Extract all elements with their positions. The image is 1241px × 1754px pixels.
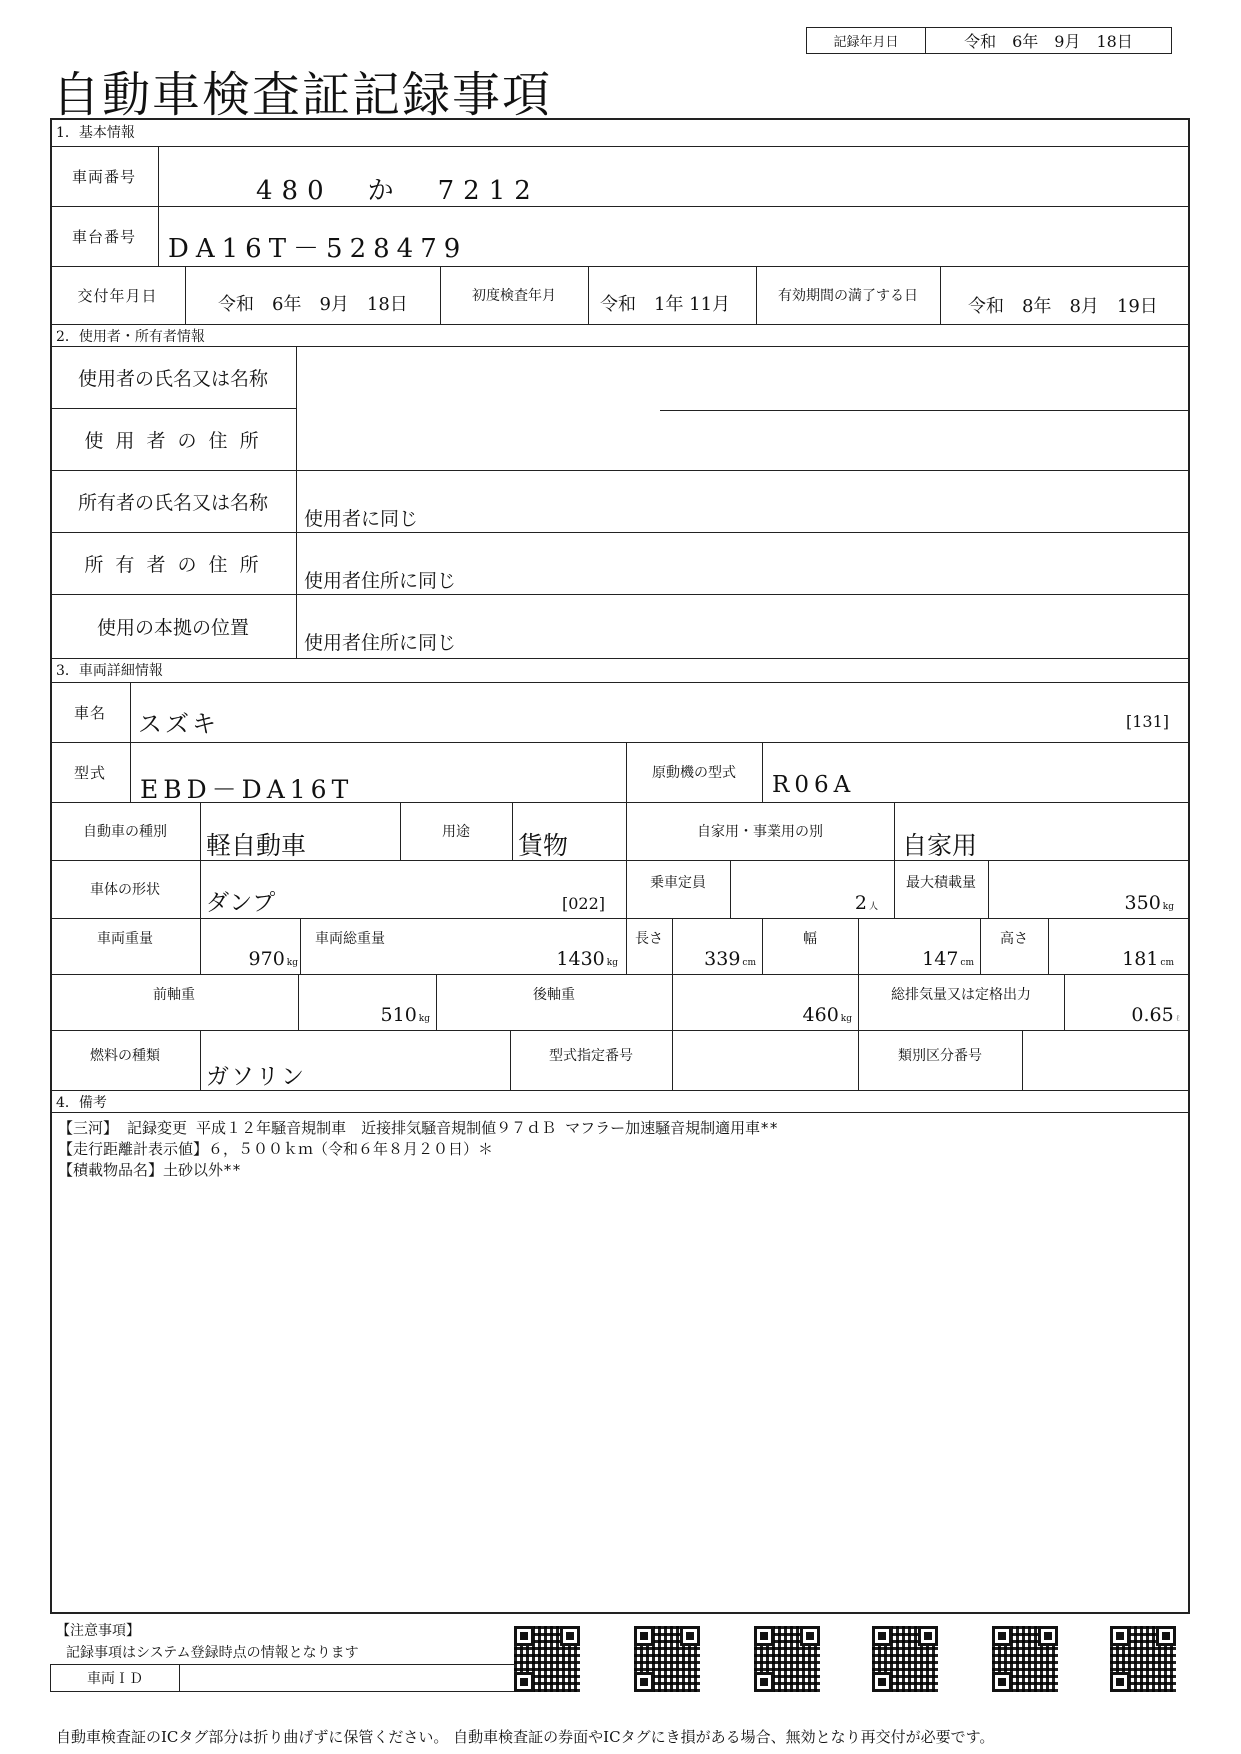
owner-addr: 使用者住所に同じ bbox=[304, 570, 457, 592]
weight-label: 車両重量 bbox=[97, 931, 153, 947]
note-line: 【走行距離計表示値】６，５００ｋｍ（令和６年８月２０日）＊ bbox=[58, 1140, 494, 1158]
weight-unit: kg bbox=[286, 958, 298, 968]
fuel: ガソリン bbox=[206, 1064, 306, 1090]
qr-code-icon bbox=[514, 1626, 580, 1692]
length: 339 bbox=[704, 948, 741, 970]
qr-code-icon bbox=[1110, 1626, 1176, 1692]
main-frame bbox=[50, 118, 1190, 1614]
body: ダンプ bbox=[206, 890, 276, 916]
kind-label: 自動車の種別 bbox=[83, 824, 167, 840]
width-unit: cm bbox=[960, 958, 974, 968]
private-label: 自家用・事業用の別 bbox=[697, 824, 823, 840]
height-unit: cm bbox=[1160, 958, 1174, 968]
vehicle-id-label: 車両ＩＤ bbox=[51, 1665, 180, 1691]
user-name-label: 使用者の氏名又は名称 bbox=[77, 367, 268, 390]
qr-code-icon bbox=[872, 1626, 938, 1692]
first-reg-date: 令和 1年 11月 bbox=[600, 294, 731, 315]
disp-unit: ℓ bbox=[1175, 1014, 1180, 1024]
user-addr-label: 使 用 者 の 住 所 bbox=[84, 429, 262, 452]
first-reg-label: 初度検査年月 bbox=[472, 288, 556, 304]
gross: 1430 bbox=[556, 948, 605, 970]
owner-addr-label: 所 有 者 の 住 所 bbox=[84, 553, 262, 576]
qr-code-icon bbox=[754, 1626, 820, 1692]
caution-title: 【注意事項】 bbox=[56, 1623, 140, 1639]
engine-label: 原動機の型式 bbox=[652, 765, 736, 781]
car-name-label: 車名 bbox=[73, 703, 106, 722]
record-date-box bbox=[806, 27, 1172, 54]
section-user: 2．使用者・所有者情報 bbox=[56, 329, 205, 345]
base-label: 使用の本拠の位置 bbox=[96, 616, 249, 639]
disp-label: 総排気量又は定格出力 bbox=[891, 987, 1031, 1003]
capacity: 2 bbox=[854, 892, 867, 914]
expiry-date: 令和 8年 8月 19日 bbox=[968, 296, 1158, 317]
vehicle-id-box bbox=[50, 1664, 516, 1692]
use: 貨物 bbox=[518, 831, 569, 860]
note-line: 【積載物品名】土砂以外** bbox=[58, 1161, 242, 1179]
height: 181 bbox=[1122, 948, 1159, 970]
use-label: 用途 bbox=[442, 824, 470, 840]
capacity-value bbox=[730, 892, 878, 914]
max-load-value bbox=[988, 892, 1174, 914]
displacement: 0.65 bbox=[1131, 1004, 1174, 1026]
body-code: [022] bbox=[562, 894, 606, 913]
model-label: 型式 bbox=[73, 763, 106, 782]
rear-value bbox=[672, 1004, 852, 1026]
front-unit: kg bbox=[418, 1014, 430, 1024]
caution-text: 記録事項はシステム登録時点の情報となります bbox=[66, 1645, 359, 1661]
model: EBD－DA16T bbox=[140, 775, 354, 804]
private: 自家用 bbox=[902, 831, 978, 860]
width: 147 bbox=[922, 948, 959, 970]
max-load: 350 bbox=[1124, 892, 1161, 914]
note-line: 【三河】 記録変更 平成１２年騒音規制車 近接排気騒音規制値９７ｄＢ マフラー加速騒音規制適用車** bbox=[58, 1119, 779, 1137]
disp-value bbox=[1064, 1004, 1180, 1026]
max-load-label: 最大積載量 bbox=[906, 875, 976, 891]
gross-unit: kg bbox=[606, 958, 618, 968]
capacity-unit: 人 bbox=[868, 902, 878, 912]
section-notes: 4．備考 bbox=[56, 1095, 107, 1111]
fuel-label: 燃料の種類 bbox=[90, 1048, 160, 1064]
max-load-unit: kg bbox=[1162, 902, 1174, 912]
footer-note: 自動車検査証のICタグ部分は折り曲げずに保管ください。 自動車検査証の券面やICタグにき損がある場合、無効となり再交付が必要です。 bbox=[56, 1728, 995, 1746]
width-label: 幅 bbox=[803, 931, 817, 947]
owner-name: 使用者に同じ bbox=[304, 508, 419, 530]
weight: 970 bbox=[248, 948, 285, 970]
rear-unit: kg bbox=[840, 1014, 852, 1024]
issue-date: 令和 6年 9月 18日 bbox=[218, 294, 408, 315]
page-title: 自動車検査証記録事項 bbox=[52, 67, 553, 123]
issue-label: 交付年月日 bbox=[77, 286, 158, 305]
front: 510 bbox=[380, 1004, 417, 1026]
engine: R06A bbox=[772, 772, 856, 798]
length-value bbox=[672, 948, 756, 970]
car-name-code: [131] bbox=[1126, 712, 1170, 731]
type-desig-label: 型式指定番号 bbox=[549, 1048, 633, 1064]
front-label: 前軸重 bbox=[153, 987, 195, 1003]
qr-code-icon bbox=[634, 1626, 700, 1692]
section-basic: 1．基本情報 bbox=[56, 125, 135, 141]
weight-value bbox=[200, 948, 298, 970]
record-date-label: 記録年月日 bbox=[807, 28, 926, 53]
section-detail: 3．車両詳細情報 bbox=[56, 663, 163, 679]
record-date-value: 令和 6年 9月 18日 bbox=[964, 32, 1133, 51]
height-value bbox=[1048, 948, 1174, 970]
front-value bbox=[298, 1004, 430, 1026]
length-label: 長さ bbox=[635, 931, 663, 947]
chassis-no: DA16T－528479 bbox=[168, 234, 468, 264]
class-label: 類別区分番号 bbox=[898, 1048, 982, 1064]
rear: 460 bbox=[802, 1004, 839, 1026]
gross-value bbox=[400, 948, 618, 970]
chassis-label: 車台番号 bbox=[71, 227, 136, 246]
width-value bbox=[858, 948, 974, 970]
vehicle-no-label: 車両番号 bbox=[71, 167, 136, 186]
owner-name-label: 所有者の氏名又は名称 bbox=[77, 491, 268, 514]
rear-label: 後軸重 bbox=[533, 987, 575, 1003]
vehicle-no: 480 か 7212 bbox=[256, 176, 540, 206]
gross-label: 車両総重量 bbox=[315, 931, 385, 947]
kind: 軽自動車 bbox=[206, 831, 307, 860]
body-label: 車体の形状 bbox=[90, 882, 160, 898]
capacity-label: 乗車定員 bbox=[650, 875, 706, 891]
qr-code-icon bbox=[992, 1626, 1058, 1692]
expiry-label: 有効期間の満了する日 bbox=[778, 288, 918, 304]
car-name: スズキ bbox=[138, 710, 219, 738]
base-location: 使用者住所に同じ bbox=[304, 632, 457, 654]
vehicle-id bbox=[180, 1665, 515, 1691]
height-label: 高さ bbox=[1000, 931, 1028, 947]
notes-block bbox=[58, 1118, 1182, 1181]
length-unit: cm bbox=[742, 958, 756, 968]
